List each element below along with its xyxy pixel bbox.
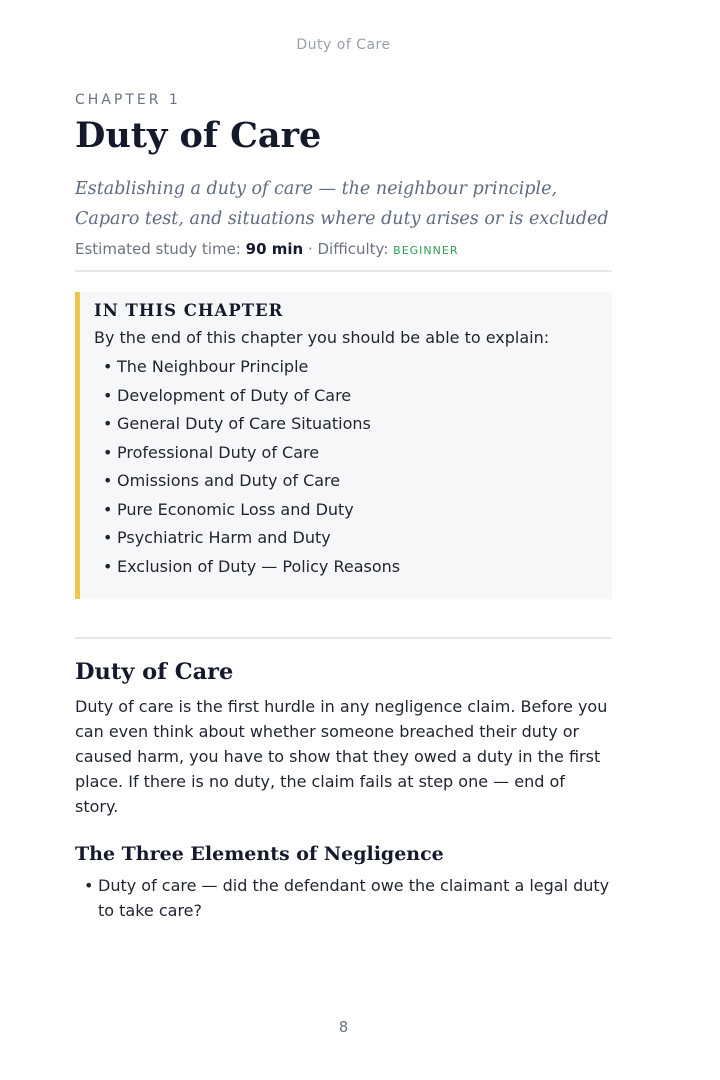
chapter-title: Duty of Care bbox=[75, 115, 322, 156]
objective-item: • Omissions and Duty of Care bbox=[103, 471, 341, 490]
difficulty-badge: BEGINNER bbox=[393, 244, 459, 257]
list-item: • Duty of care — did the defendant owe the claimant a legal duty to take care? bbox=[84, 876, 610, 920]
objective-item: • General Duty of Care Situations bbox=[103, 414, 371, 433]
study-time-value: 90 min bbox=[245, 240, 304, 258]
chapter-objectives-callout bbox=[75, 292, 612, 599]
objective-item: • The Neighbour Principle bbox=[103, 357, 309, 376]
running-header: Duty of Care bbox=[296, 37, 391, 53]
page-number: 8 bbox=[338, 1018, 349, 1036]
negligence-elements-list bbox=[75, 873, 612, 923]
callout-intro: By the end of this chapter you should be able to explain: bbox=[94, 328, 550, 347]
objective-item: • Professional Duty of Care bbox=[103, 442, 320, 462]
objectives-list bbox=[94, 353, 596, 581]
section-heading: Duty of Care bbox=[75, 659, 234, 685]
section-paragraph: Duty of care is the first hurdle in any negligence claim. Before you can even think about whether someone breached their duty or caused harm, you have to show that they owed a duty in the first place. If there is no duty, the claim fails at step one — end of story. bbox=[75, 697, 608, 816]
divider bbox=[75, 637, 612, 639]
study-time-label: Estimated study time: bbox=[75, 240, 241, 258]
chapter-label: CHAPTER 1 bbox=[75, 92, 181, 108]
chapter-subtitle bbox=[75, 174, 612, 234]
subtitle-line: Caparo test, and situations where duty arises or is excluded bbox=[75, 209, 609, 229]
subtitle-line: Establishing a duty of care — the neighbour principle, bbox=[75, 179, 558, 199]
objective-item: • Development of Duty of Care bbox=[103, 385, 352, 405]
objective-item: • Exclusion of Duty — Policy Reasons bbox=[103, 556, 401, 576]
objective-item: • Psychiatric Harm and Duty bbox=[103, 528, 331, 547]
difficulty-label: · Difficulty: bbox=[307, 240, 389, 258]
chapter-content bbox=[75, 92, 612, 923]
objective-item: • Pure Economic Loss and Duty bbox=[103, 499, 354, 519]
section-subheading: The Three Elements of Negligence bbox=[75, 843, 444, 865]
divider bbox=[75, 270, 612, 272]
callout-title: IN THIS CHAPTER bbox=[94, 301, 284, 320]
chapter-meta bbox=[75, 240, 612, 258]
